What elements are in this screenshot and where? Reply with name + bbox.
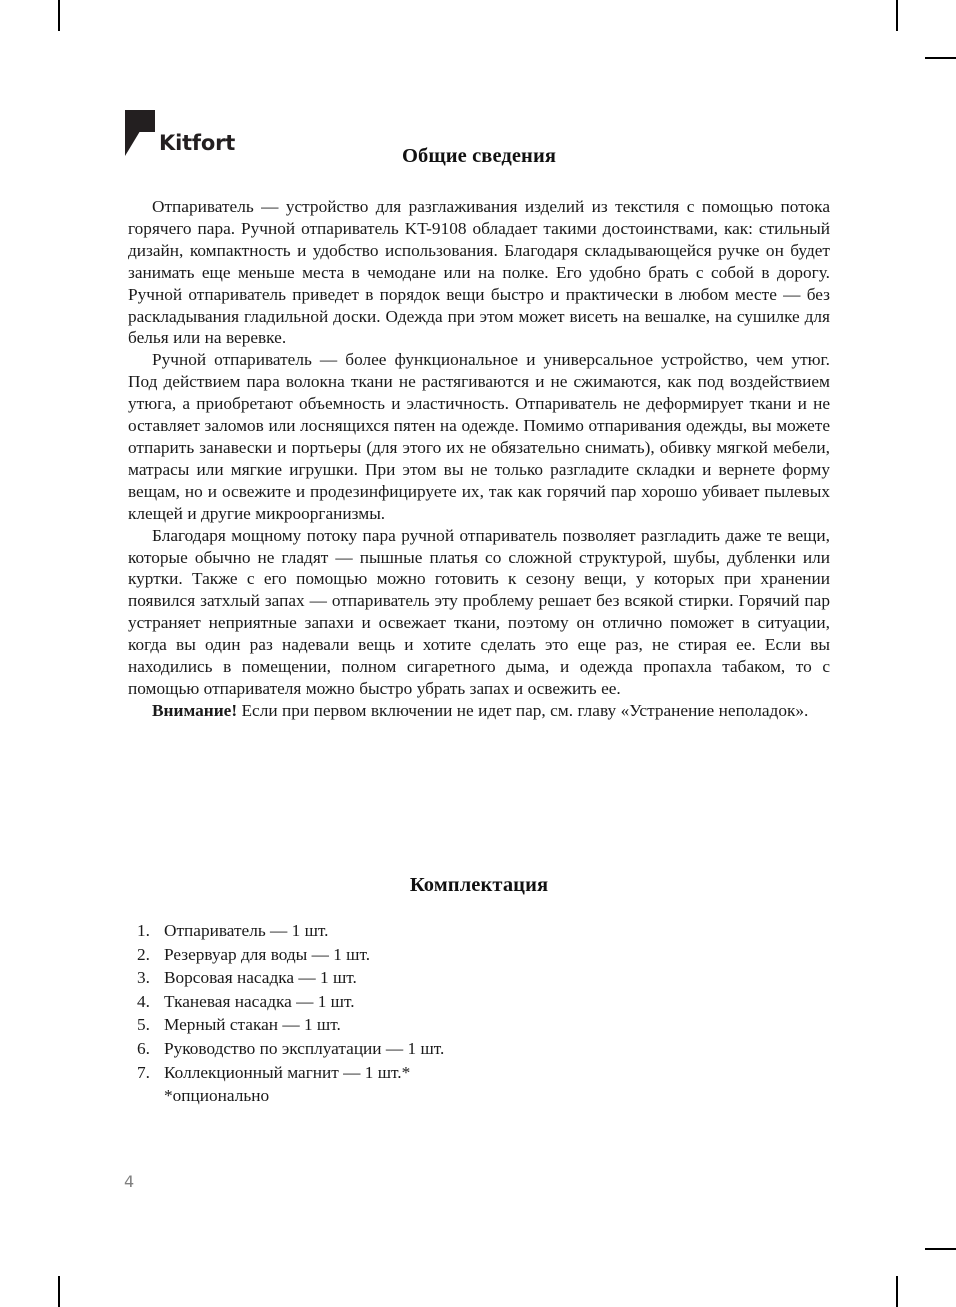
document-page (124, 0, 830, 1307)
list-item-label: Мерный стакан — 1 шт. (164, 1015, 341, 1035)
list-item-label: Коллекционный магнит — 1 шт.* (164, 1062, 411, 1082)
page-title-general-info: Общие сведения (401, 145, 557, 167)
list-item-number: 6. (137, 1038, 150, 1058)
package-contents-list (128, 919, 830, 1108)
paragraph: Благодаря мощному потоку пара ручной отпариватель позволяет разгладить даже те вещи, которые обычно не гладят — пышные платья со сложной структурой, шубы, дубленки или куртки. Также с его помощью можно готовить к сезону вещи, у которых при хранении появился затхлый запах — отпариватель эту проблему решает без всякой стирки. Горячий пар устраняет неприятные запахи и освежает ткани, поэтому он отлично поможет в ситуации, когда вы один раз надевали вещь и хотите сделать это еще раз, не стирая ее. Если вы находились в помещении, полном сигаретного дыма, и одежда пропахла табаком, то с помощью отпаривателя можно быстро убрать запах и освежить ее. (128, 525, 830, 698)
list-item-label: Резервуар для воды — 1 шт. (164, 944, 371, 964)
paragraph: Ручной отпариватель — более функциональное и универсальное устройство, чем утюг. Под действием пара волокна ткани не растягиваются и не сжимаются, как под воздействием утюга, а приобретают объемность и эластичность. Отпариватель не деформирует ткани и не оставляет заломов или лоснящихся пятен на одежде. Помимо отпаривания одежды, вы можете отпарить занавески и портьеры (для этого их не обязательно снимать), обивку мягкой мебели, матрасы или мягкие игрушки. При этом вы не только разгладите складки и вернете форму вещам, но и освежите и продезинфицируете их, так как горячий пар хорошо убивает пылевых клещей и другие микроорганизмы. (128, 350, 830, 523)
notice-text: Если при первом включении не идет пар, см. главу «Устранение неполадок». (237, 700, 809, 720)
list-item (128, 1037, 830, 1061)
list-item (128, 919, 830, 943)
page-number: 4 (124, 1172, 135, 1191)
crop-mark-bottom-left (58, 1276, 60, 1307)
list-item-label: Руководство по эксплуатации — 1 шт. (164, 1038, 445, 1058)
list-item (128, 1061, 830, 1085)
list-item-number: 7. (137, 1062, 150, 1082)
list-item-label: Тканевая насадка — 1 шт. (164, 991, 355, 1011)
crop-mark-top-right-horizontal (925, 57, 956, 59)
general-info-body (128, 196, 830, 722)
crop-mark-bottom-right-horizontal (925, 1248, 956, 1250)
paragraph: Отпариватель — устройство для разглаживания изделий из текстиля с помощью потока горячего пара. Ручной отпариватель KT-9108 обладает такими достоинствами, как: стильный дизайн, компактность и удобство использования. Благодаря складывающейся ручке он будет занимать еще меньше места в чемодане или на полке. Его удобно брать с собой в дорогу. Ручной отпариватель приведет в порядок вещи быстро и практически в любом месте — без раскладывания гладильной доски. Одежда при этом может висеть на вешалке, на сушилке для белья или на веревке. (128, 197, 830, 348)
list-item (128, 943, 830, 967)
list-item (128, 1013, 830, 1037)
list-item-number: 2. (137, 944, 150, 964)
list-item-number: 3. (137, 968, 150, 988)
notice-lead-label: Внимание! (152, 700, 238, 720)
list-item-number: 1. (137, 921, 150, 940)
list-item-label: Отпариватель — 1 шт. (164, 921, 329, 940)
crop-mark-bottom-right-vertical (896, 1276, 898, 1307)
list-item (128, 966, 830, 990)
crop-mark-top-right-vertical (896, 0, 898, 31)
list-footnote: *опционально (164, 1086, 270, 1106)
list-item-label: Ворсовая насадка — 1 шт. (164, 968, 357, 988)
list-item-number: 5. (137, 1015, 150, 1035)
page-title-package-contents: Комплектация (409, 874, 549, 896)
list-item (128, 990, 830, 1014)
crop-mark-top-left (58, 0, 60, 31)
list-item-number: 4. (137, 991, 150, 1011)
notice-paragraph (128, 700, 830, 722)
brand-wordmark: Kitfort (159, 131, 236, 155)
